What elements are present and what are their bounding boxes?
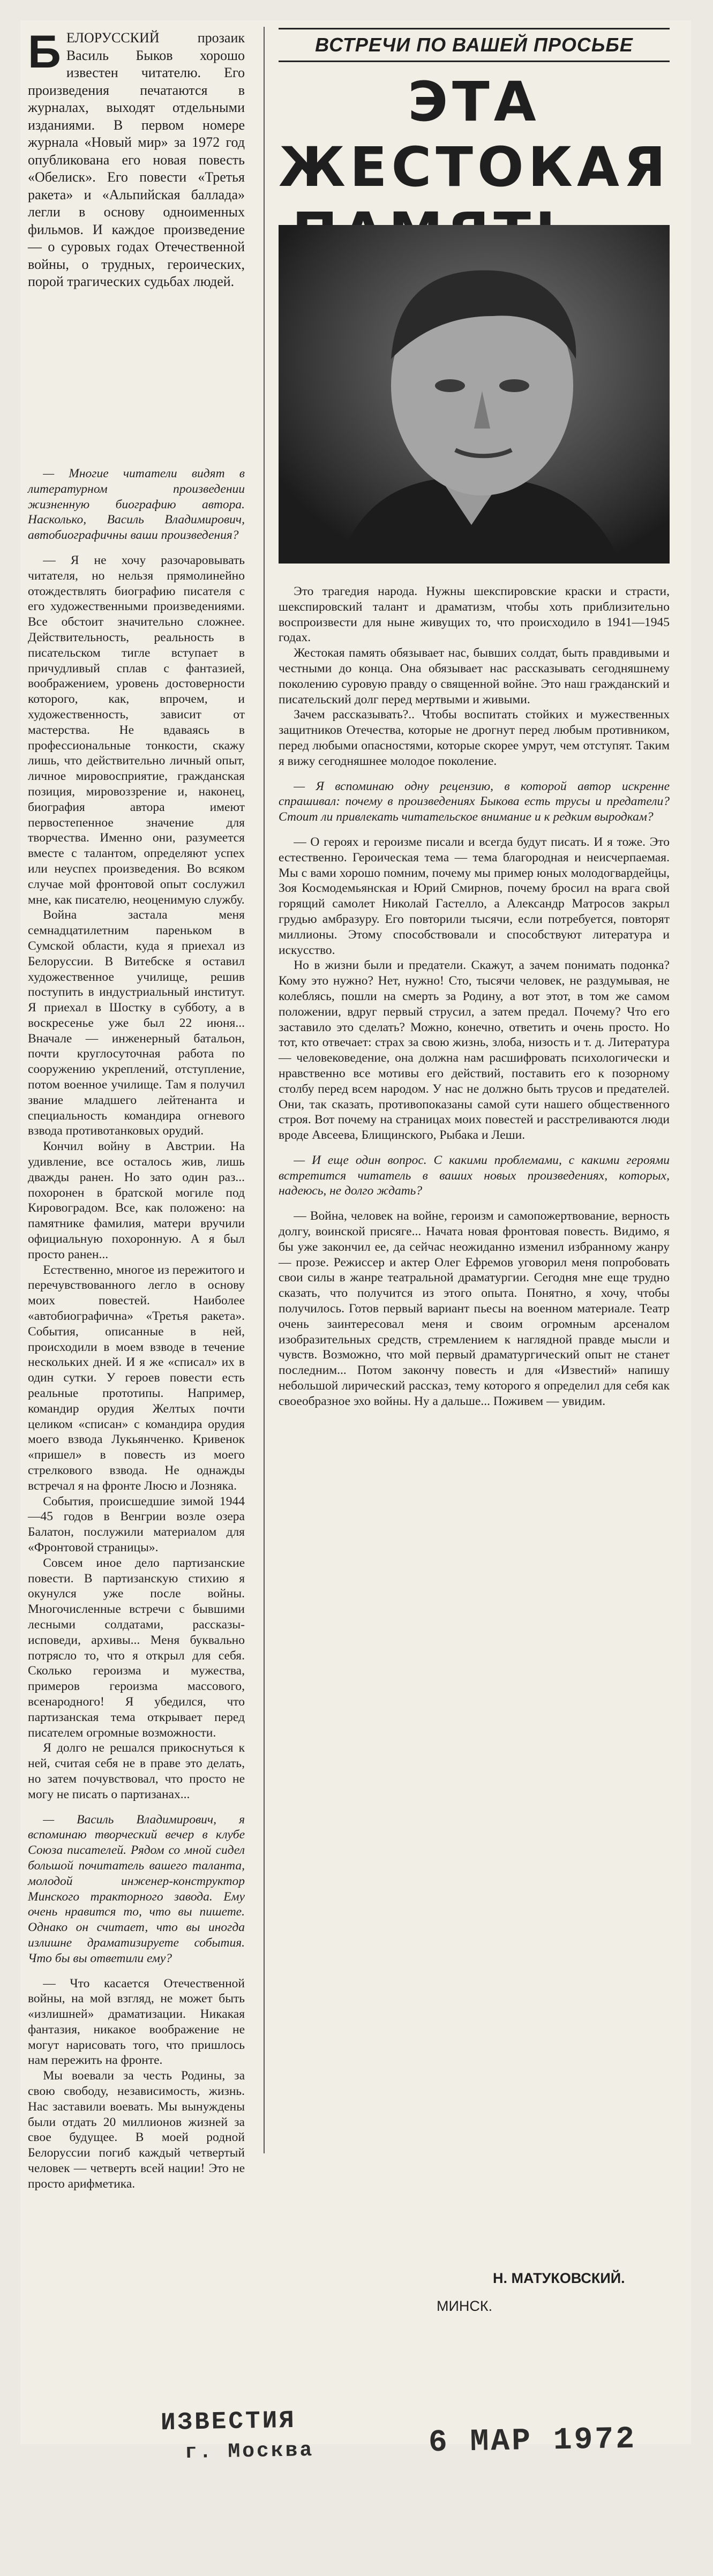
article-column-2 bbox=[279, 584, 670, 1409]
drop-cap: Б bbox=[28, 26, 61, 78]
interview-answer: Кончил войну в Австрии. На удивление, все осталось жив, лишь дважды ранен. Но зато один раз... похоронен в братской могиле под Кировоградом. Все, как положено: на памятнике фамилия, матери вручили официальную похоронную. А я был просто ранен... bbox=[28, 1139, 245, 1261]
interview-answer: Война застала меня семнадцатилетним пареньком в Сумской области, куда я приехал из Белоруссии. В Витебске я оставил художественное училище, решив поступить в индустриальный институт. Я приехал в Шостку в субботу, а в воскресенье уже был 22 июня... Вначале — инженерный батальон, почти круглосуточная работа по сооружению укреплений, отступление, потом военное училище. Там я получил звание младшего лейтенанта и специальность командира огневого взвода противотанковых орудий. bbox=[28, 908, 245, 1138]
interview-question: — Василь Владимирович, я вспоминаю творческий вечер в клубе Союза писателей. Рядом со мной сидел большой почитатель вашего таланта, молодой инженер-конструктор Минского тракторного завода. Ему очень нравится то, что вы пишете. Однако он считает, что вы иногда излишне драматизируете события. Что бы вы ответили ему? bbox=[28, 1812, 245, 1965]
lead-paragraph bbox=[28, 26, 245, 291]
interview-answer: Это трагедия народа. Нужны шекспировские краски и страсти, шекспировский талант и драматизм, чтобы хоть приблизительно воспроизвести для ныне живущих то, что происходило в 1941—1945 годах. bbox=[279, 584, 670, 645]
interview-answer: Я долго не решался прикоснуться к ней, считая себя не в праве это делать, но затем почувствовал, что просто не могу не писать о партизанах... bbox=[28, 1741, 245, 1801]
column-rule bbox=[264, 27, 265, 2153]
article-column-1 bbox=[28, 466, 245, 2192]
interview-answer: — Я не хочу разочаровывать читателя, но нельзя прямолинейно отождествлять биографию писателя с его художественными произведениями. Все обстоит значительно сложнее. Действительность, реальность в писательском тигле вступает в причудливый сплав с фантазией, воображением, уровень достоверности которого, как, впрочем, и художественность, зависит от мастерства. Не вдаваясь в профессиональные тонкости, скажу лишь, что действительно личный опыт, личное мировосприятие, гражданская позиция, мировоззрение и, наконец, биография автора имеют первостепенное значение для творчества. Именно они, разумеется вместе с талантом, определяют успех или неуспех произведения. Во всяком случае мой фронтовой опыт сослужил мне, как писателю, неоценимую службу. bbox=[28, 553, 245, 907]
dateline: МИНСК. bbox=[437, 2298, 493, 2314]
stamp-city: г. Москва bbox=[184, 2438, 314, 2465]
interview-answer: Естественно, многое из пережитого и перечувствованного легло в основу моих повестей. Наиболее «автобиографична» «Третья ракета». События, описанные в ней, происходили в моем взводе в течение нескольких дней. И я же «списал» их в один сутки. У героев повести есть реальные прототипы. Например, командир орудия Желтых почти целиком «списан» с командира орудия моего взвода Лукьянченко. Кривенок «пришел» в повесть из моего стрелкового взвода. Не однажды встречал я на фронте Люсю и Лозняка. bbox=[28, 1263, 245, 1493]
interview-answer: — О героях и героизме писали и всегда будут писать. И я тоже. Это естественно. Героическая тема — тема благородная и неисчерпаемая. Мы с вами хорошо помним, почему мы пример юных молодогвардейцы, Зоя Космодемьянская и Юрий Смирнов, почему бросил на врага свой горящий самолет Николай Гастелло, а Александр Матросов закрыл грудью амбразуру. Его повторили тысячи, если потребуется, повторят миллионы. Этому способствовали и способствуют литература и искусство. bbox=[279, 835, 670, 957]
interview-answer: Жестокая память обязывает нас, бывших солдат, быть правдивыми и честными до конца. Она обязывает нас рассказывать сегодняшнему поколению суровую правду о священной войне. Это наш гражданский и писательский долг перед мертвыми и живыми. bbox=[279, 646, 670, 707]
interview-answer: Совсем иное дело партизанские повести. В партизанскую стихию я окунулся уже после войны. Многочисленные встречи с бывшими лесными солдатами, рассказы-исповеди, архивы... Меня буквально потрясло то, что я открыл для себя. Сколько героизма и мужества, примеров героизма массового, всенародного! Я убедился, что партизанская тема открывает перед писателем огромные возможности. bbox=[28, 1556, 245, 1740]
headline-line-1: ЭТА ЖЕСТОКАЯ bbox=[279, 70, 670, 199]
interview-answer: События, происшедшие зимой 1944—45 годов в Венгрии возле озера Балатон, послужили материалом для «Фронтовой страницы». bbox=[28, 1494, 245, 1554]
interview-answer: Зачем рассказывать?.. Чтобы воспитать стойких и мужественных защитников Отечества, которые не дрогнут перед любым противником, перед любыми опасностями, которые скорее умрут, чем отступят. Таким я вижу сегодняшнее молодое поколение. bbox=[279, 708, 670, 768]
portrait-photo-icon bbox=[279, 225, 670, 564]
interview-answer: — Что касается Отечественной войны, на мой взгляд, не может быть «излишней» драматизации. Никакая фантазия, никакое воображение не могут нарисовать того, что пришлось нам пережить на фронте. bbox=[28, 1976, 245, 2068]
interview-question: — Многие читатели видят в литературном произведении жизненную биографию автора. Насколько, Василь Владимирович, автобиографичны ваши произведения? bbox=[28, 467, 245, 543]
stamp-date: 6 МАР 1972 bbox=[428, 2422, 637, 2461]
portrait-photo bbox=[279, 225, 670, 564]
author-signature: Н. МАТУКОВСКИЙ. bbox=[493, 2270, 625, 2286]
rubric-heading: ВСТРЕЧИ ПО ВАШЕЙ ПРОСЬБЕ bbox=[279, 28, 670, 62]
interview-answer: Мы воевали за честь Родины, за свою свободу, независимость, жизнь. Нас заставили воевать. Мы вынуждены были отдать 20 миллионов жизней за свое будущее. В моей родной Белоруссии погиб каждый четвертый человек — четверть всей нации! Это не просто арифметика. bbox=[28, 2069, 245, 2191]
interview-answer: Но в жизни были и предатели. Скажут, а зачем понимать подонка? Кому это нужно? Нет, нужно! Сто, тысячи человек, не раздумывая, не колеблясь, пошли на смерть за Родину, а вот этот, в том же самом положении, вдруг первый струсил, а затем предал. Почему? Что его заставило это сделать? Можно, конечно, ответить и очень просто. Но тот, кто отвечает: страх за свою жизнь, злоба, низость и т. д. Литература — человековедение, она должна нам расшифровать психологически и нравственно все мотивы его действий, поставить его к позорному столбу перед всем народом. У нас не должно быть трусов и предателей. Они, так сказать, противопоказаны самой сути нашего общественного строя. Вот почему на страницах моих повестей и расстреливаются люди вроде Авсеева, Блищинского, Рыбака и Леши. bbox=[279, 958, 670, 1143]
interview-question: — И еще один вопрос. С какими проблемами, с какими героями встретится читатель в ваших новых произведениях, которых, надеюсь, не долго ждать? bbox=[279, 1153, 670, 1198]
interview-answer: — Война, человек на войне, героизм и самопожертвование, верность долгу, воинской присяге... Начата новая фронтовая повесть. Видимо, я бы уже закончил ее, да сейчас неожиданно изменил избранному жанру — прозе. Режиссер и актер Олег Ефремов уговорил меня попробовать свои силы в жанре театральной драматургии. Сегодня мне еще трудно сказать, что получится из этого опыта. Понятно, я хочу, чтобы получилось. Готов первый вариант пьесы на военном материале. Театр очень заинтересовал меня и своим огромным арсеналом изобразительных средств, стремлением к наглядной правде мысли и чувств. Возможно, что мой первый драматургический опыт не станет последним... Потом закончу повесть и для «Известий» напишу небольшой лирический рассказ, тему которого я определил для себя как своеобразное эхо войны. Ну а дальше... Поживем — увидим. bbox=[279, 1209, 670, 1408]
stamp-paper-name: ИЗВЕСТИЯ bbox=[160, 2406, 297, 2437]
lead-text: ЕЛОРУССКИЙ прозаик Василь Быков хорошо известен читателю. Его произведения печатаются в журналах, выходят отдельными изданиями. В первом номере журнала «Новый мир» за 1972 год опубликована его новая повесть «Обелиск». Его повести «Третья ракета» и «Альпийская баллада» легли в основу одноименных фильмов. И каждое произведение — о суровых годах Отечественной войны, о трудных, героических, порой трагических судьбах людей. bbox=[28, 30, 245, 289]
interview-question: — Я вспоминаю одну рецензию, в которой автор искренне спрашивал: почему в произведениях Быкова есть трусы и предатели? Стоит ли привлекать читательское внимание и к редким выродкам? bbox=[279, 779, 670, 824]
